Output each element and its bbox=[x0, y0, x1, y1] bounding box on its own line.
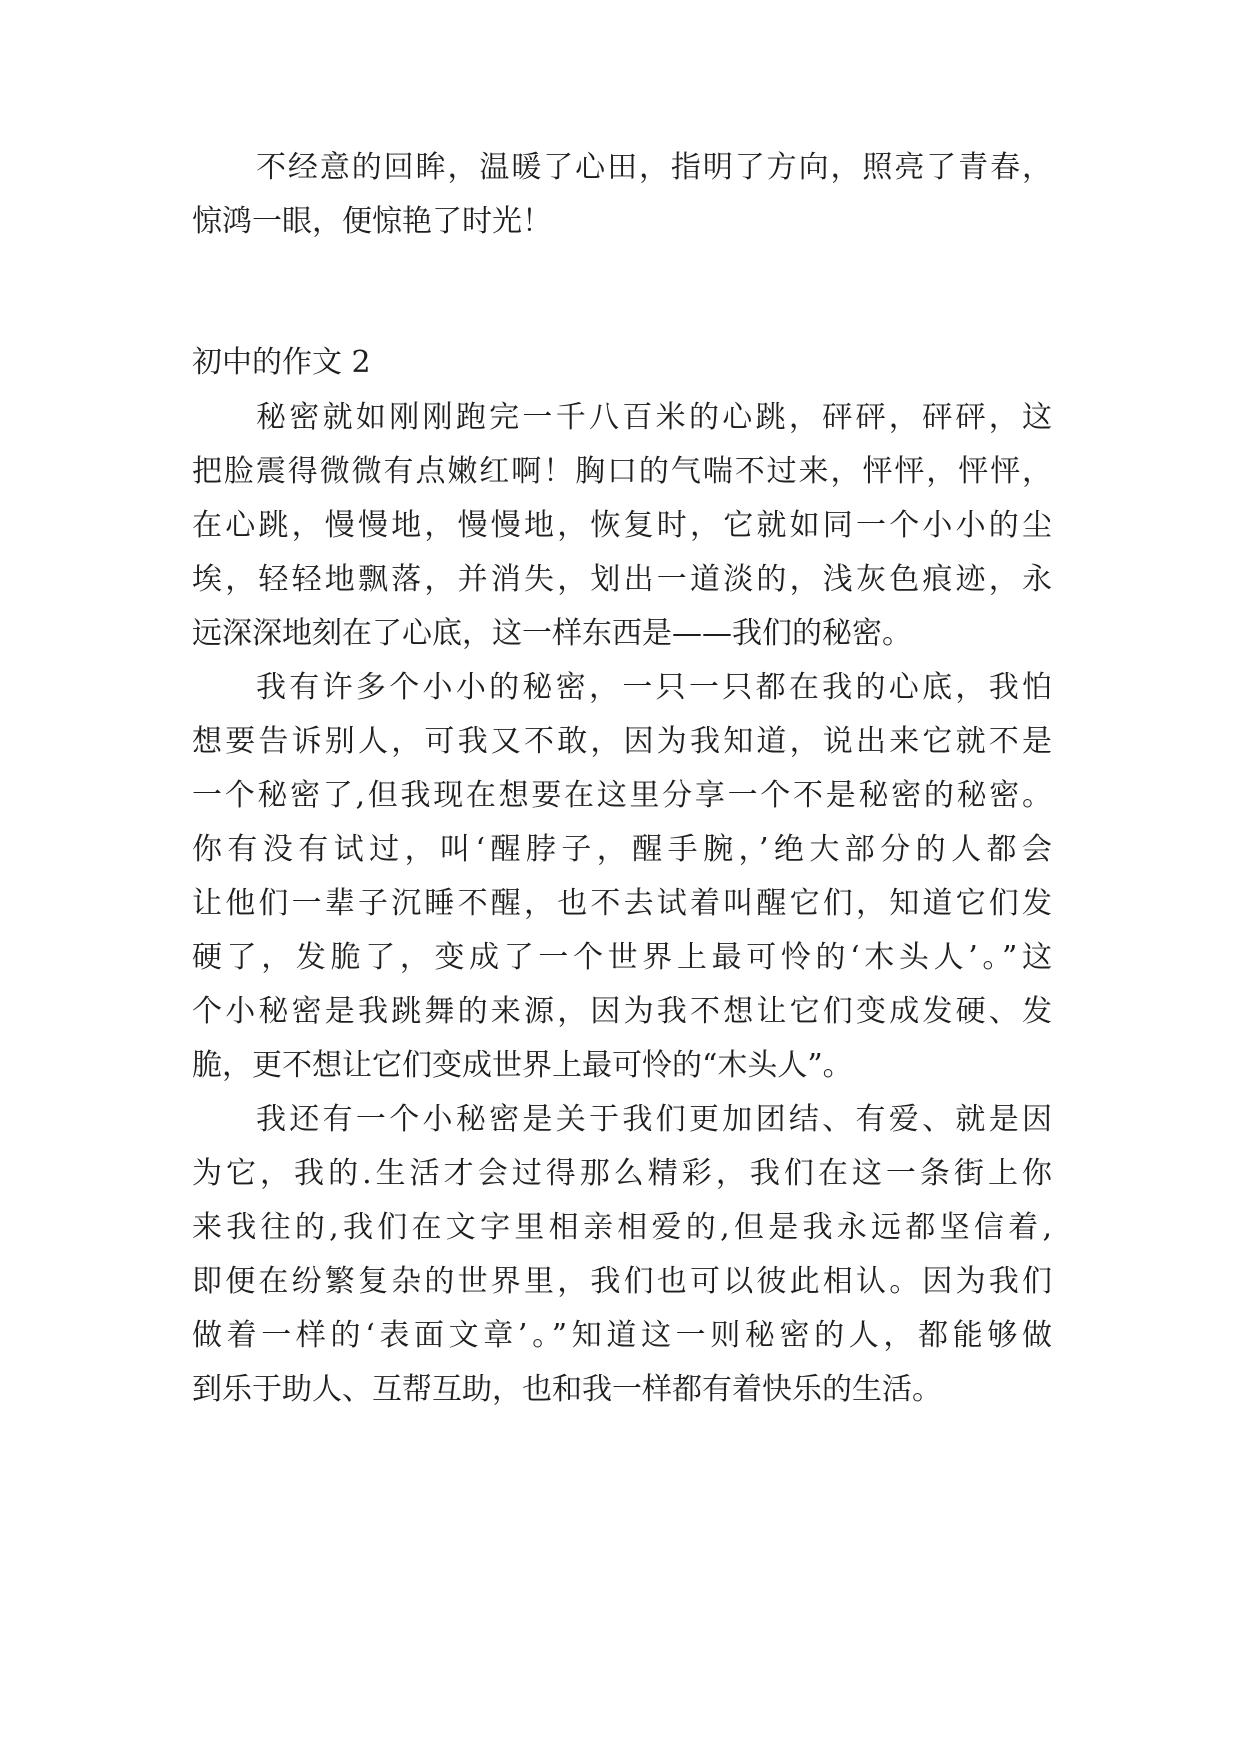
paragraph-line: 脆，更不想让它们变成世界上最可怜的“木头人”。 bbox=[192, 1048, 853, 1083]
paragraph-line: 到乐于助人、互帮互助，也和我一样都有着快乐的生活。 bbox=[192, 1372, 942, 1407]
paragraph-line: 远深深地刻在了心底，这一样东西是——我们的秘密。 bbox=[192, 616, 912, 651]
paragraph-line: 惊鸿一眼，便惊艳了时光！ bbox=[192, 204, 552, 239]
paragraph-line: 我还有一个小秘密是关于我们更加团结、有爱、就是因 bbox=[256, 1102, 1052, 1137]
paragraph-line: 让他们一辈子沉睡不醒，也不去试着叫醒它们，知道它们发 bbox=[192, 886, 1052, 921]
paragraph-line: 埃，轻轻地飘落，并消失，划出一道淡的，浅灰色痕迹，永 bbox=[192, 562, 1052, 597]
paragraph-line: 来我往的,我们在文字里相亲相爱的,但是我永远都坚信着, bbox=[192, 1210, 1052, 1245]
paragraph-line: 一个秘密了,但我现在想要在这里分享一个不是秘密的秘密。 bbox=[192, 778, 1052, 813]
paragraph-line: 为它，我的.生活才会过得那么精彩，我们在这一条街上你 bbox=[192, 1156, 1052, 1191]
paragraph-line: 硬了，发脆了，变成了一个世界上最可怜的‘木头人’。”这 bbox=[192, 940, 1052, 975]
paragraph-line: 个小秘密是我跳舞的来源，因为我不想让它们变成发硬、发 bbox=[192, 994, 1052, 1029]
section-heading: 初中的作文 2 bbox=[192, 345, 371, 380]
paragraph-line: 想要告诉别人，可我又不敢，因为我知道，说出来它就不是 bbox=[192, 724, 1052, 759]
paragraph-line: 即便在纷繁复杂的世界里，我们也可以彼此相认。因为我们 bbox=[192, 1264, 1052, 1299]
paragraph-line: 做着一样的‘表面文章’。”知道这一则秘密的人，都能够做 bbox=[192, 1318, 1052, 1353]
paragraph-line: 我有许多个小小的秘密，一只一只都在我的心底，我怕 bbox=[256, 670, 1052, 705]
paragraph-line: 把脸震得微微有点嫩红啊！胸口的气喘不过来，怦怦，怦怦， bbox=[192, 454, 1052, 489]
paragraph-line: 在心跳，慢慢地，慢慢地，恢复时，它就如同一个小小的尘 bbox=[192, 508, 1052, 543]
paragraph-line: 秘密就如刚刚跑完一千八百米的心跳，砰砰，砰砰，这 bbox=[256, 400, 1052, 435]
paragraph-line: 你有没有试过，叫‘醒脖子，醒手腕，’绝大部分的人都会 bbox=[192, 832, 1052, 867]
paragraph-line: 不经意的回眸，温暖了心田，指明了方向，照亮了青春， bbox=[256, 150, 1052, 185]
